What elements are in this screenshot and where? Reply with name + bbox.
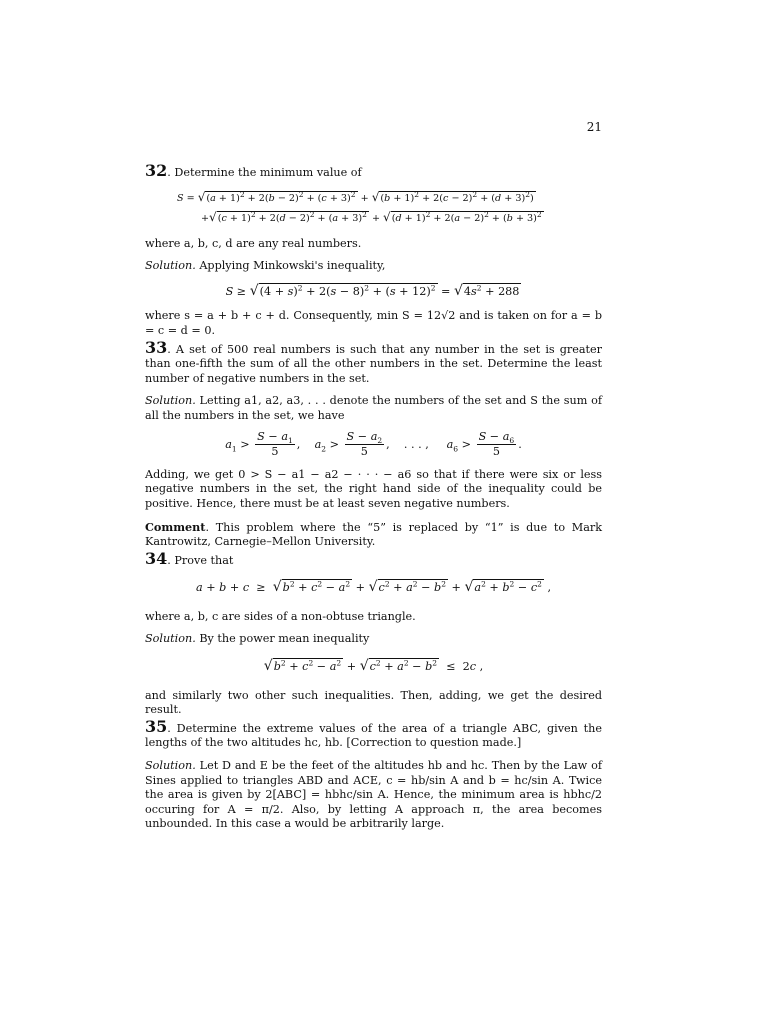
solution-text: Letting a1, a2, a3, . . . denote the numbers of the set and S the sum of all the numbers in the set, we have	[145, 394, 602, 422]
problem-33-solution	[145, 394, 602, 423]
problem-34: 34. Prove that	[145, 548, 234, 568]
solution-text: By the power mean inequality	[199, 632, 370, 646]
problem-32-where: where a, b, c, d are any real numbers.	[145, 236, 362, 250]
problem-number: 35	[145, 716, 168, 736]
problem-number: 33	[145, 337, 168, 357]
problem-34-after: and similarly two other such inequalities. Then, adding, we get the desired result.	[145, 688, 602, 717]
problem-33-comment	[145, 520, 602, 550]
problem-statement: Prove that	[174, 553, 234, 567]
equation-33-inequalities: $a_1$ > $\frac{S - a_1}{5}$ , $a_2$ > $\frac{S - a_2}{5}$ , . . . , $a_6$ > $\frac{S - a_6}{5}$ .	[225, 429, 522, 459]
solution-text: Let D and E be the feet of the altitudes hb and hc. Then by the Law of Sines applied to triangles ABD and ACE, c = hb/sin A and b = hc/sin A. Twice the area is given by 2[ABC] = hbhc/sin A. Hence, the minimum area is hbhc/2 occuring for A = π/2. Also, by letting A approach π, the area becomes unbounded. In this case a would be arbitrarily large.	[145, 759, 602, 831]
problem-number: 32	[145, 161, 168, 180]
equation-32-minkowski: $S \ge √(4 + s)^2 + 2(s - 8)^2 + (s + 12)^2 = √4s^2 + 288$	[225, 282, 520, 299]
problem-33-after: Adding, we get 0 > S − a1 − a2 − · · · − a6 so that if there were six or less negative numbers in the set, the right hand side of the inequality could be positive. Hence, there must be at least seven negative numbers.	[145, 467, 602, 510]
problem-35: 35. Determine the extreme values of the area of a triangle ABC, given the lengths of the two altitudes hc, hb. [Correction to question made.]	[145, 716, 602, 750]
problem-number: 34	[145, 548, 168, 568]
problem-34-where: where a, b, c are sides of a non-obtuse triangle.	[145, 609, 416, 623]
solution-label: Solution.	[145, 632, 196, 646]
comment-text: . This problem where the “5” is replaced by “1” is due to Mark Kantrowitz, Carnegie–Mellon University.	[145, 520, 602, 549]
problem-statement: Determine the extreme values of the area of a triangle ABC, given the lengths of the two altitudes hc, hb. [Correction to question made.]	[145, 721, 602, 750]
problem-statement: Determine the minimum value of	[174, 166, 362, 179]
problem-33: 33. A set of 500 real numbers is such that any number in the set is greater than one-fifth the sum of all the other numbers in the set. Determine the least number of negative numbers in the set.	[145, 337, 602, 385]
page-number: 21	[586, 120, 602, 134]
equation-34-power-mean: $√b^2 + c^2 - a^2 + √c^2 + a^2 - b^2 \le 2c$ ,	[263, 658, 484, 675]
problem-statement: A set of 500 real numbers is such that any number in the set is greater than one-fifth the sum of all the other numbers in the set. Determine the least number of negative numbers in the set.	[145, 342, 602, 385]
problem-34-solution	[145, 632, 602, 647]
equation-32-definition: $S = √(a + 1)^2 + 2(b - 2)^2 + (c + 3)^2 + √(b + 1)^2 + 2(c - 2)^2 + (d + 3)^2$) $+√(c + 1)^2 + 2(d - 2)^2 + (a + 3)^2 + √(d + 1)^2 + 2(a - 2)^2 + (b + 3)^2$	[177, 189, 542, 224]
solution-label: Solution.	[145, 759, 196, 773]
solution-label: Solution.	[145, 259, 196, 273]
problem-35-solution	[145, 759, 602, 832]
problem-32-solution	[145, 259, 602, 274]
solution-label: Solution.	[145, 394, 196, 408]
problem-32: 32. Determine the minimum value of	[145, 161, 362, 180]
solution-text: Applying Minkowski's inequality,	[199, 259, 386, 273]
equation-34-statement: $a + b + c \ge √b^2 + c^2 - a^2 + √c^2 + a^2 - b^2 + √a^2 + b^2 - c^2$ ,	[195, 579, 552, 596]
problem-32-conclusion: where s = a + b + c + d. Consequently, min S = 12√2 and is taken on for a = b = c = d = 0.	[145, 309, 602, 337]
comment-label: Comment	[145, 519, 206, 534]
page-body	[145, 161, 602, 832]
